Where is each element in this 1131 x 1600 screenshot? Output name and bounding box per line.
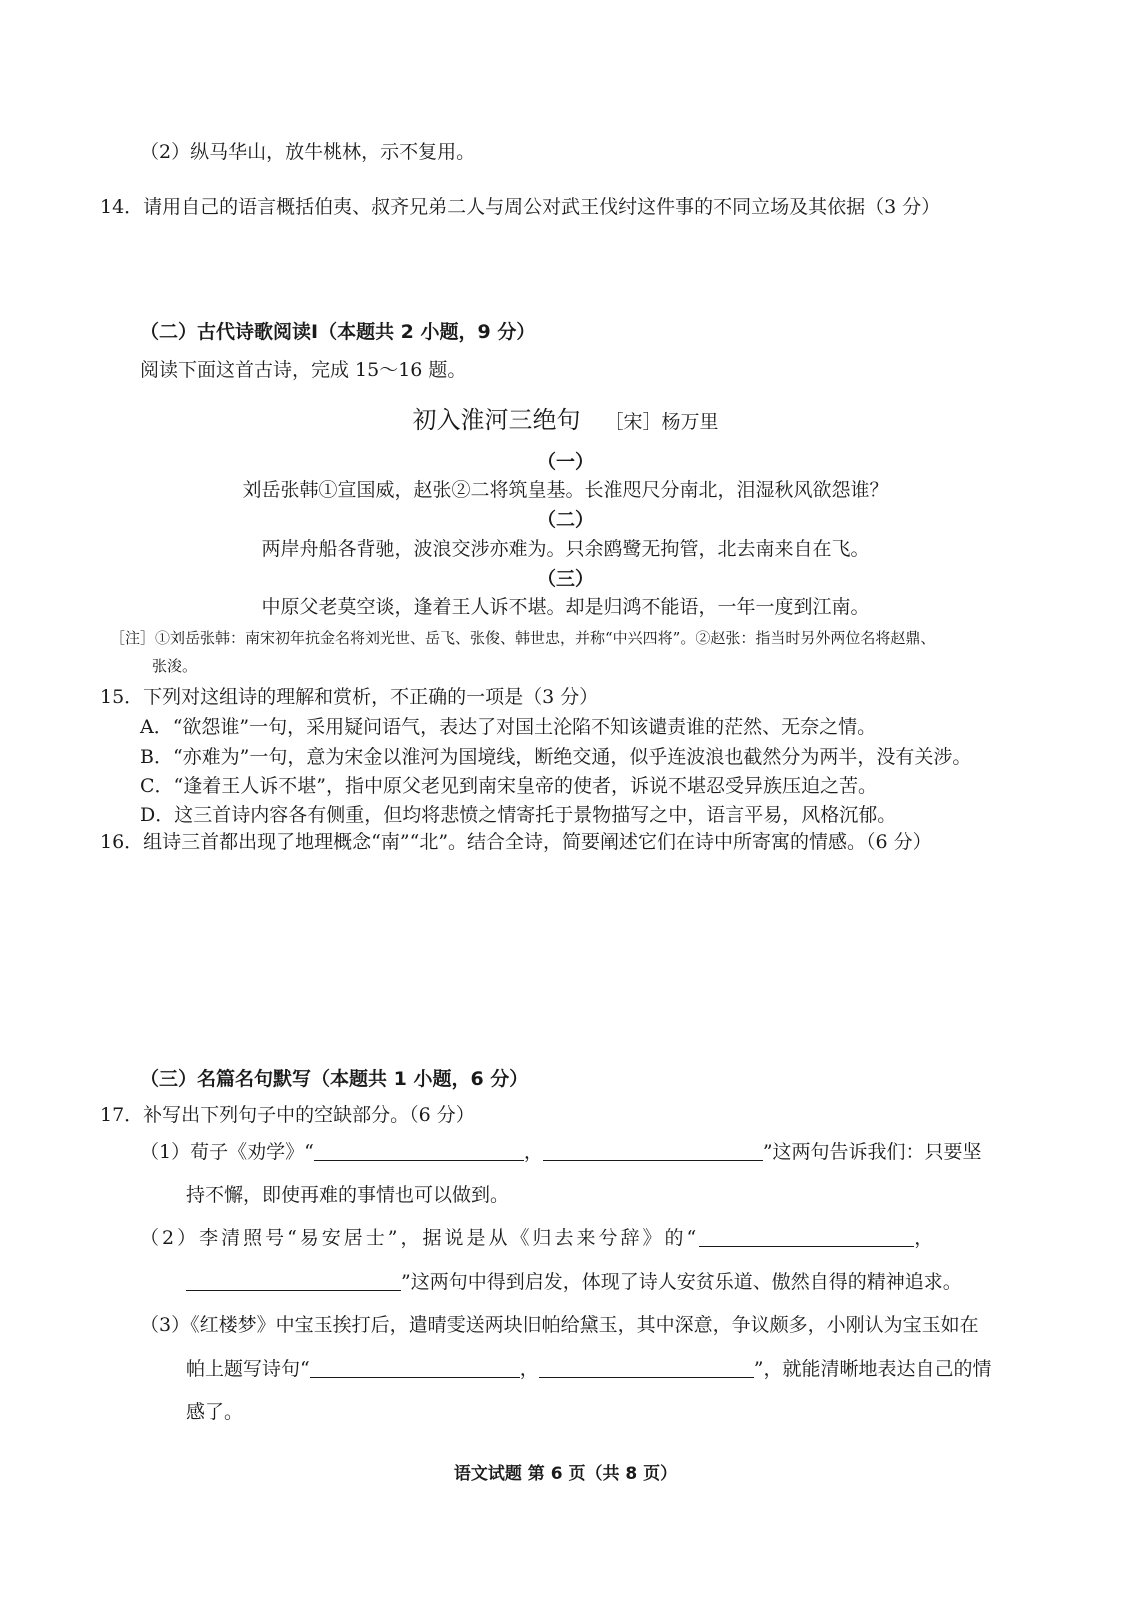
q15-option-d: D．这三首诗内容各有侧重，但均将悲愤之情寄托于景物描写之中，语言平易，风格沉郁。 — [140, 804, 897, 826]
poem-part-2-number: （二） — [536, 509, 594, 531]
poem-part-1-number: （一） — [536, 451, 594, 473]
section2-intro: 阅读下面这首古诗，完成 15～16 题。 — [140, 359, 467, 381]
q17-stem: 17．补写出下列句子中的空缺部分。（6 分） — [100, 1104, 475, 1126]
poem-part-3-text: 中原父老莫空谈，逢着王人诉不堪。却是归鸿不能语，一年一度到江南。 — [261, 596, 870, 618]
q16-stem: 16．组诗三首都出现了地理概念“南”“北”。结合全诗，简要阐述它们在诗中所寄寓的情感。（6 分） — [100, 831, 932, 853]
q17-part-3-cont: 帕上题写诗句“ ， ”，就能清晰地表达自己的情 — [186, 1358, 992, 1380]
poem-note-line-2: 张浚。 — [152, 657, 198, 675]
q17-part-1: （1）荀子《劝学》“ ， ”这两句告诉我们：只要坚 — [140, 1141, 982, 1163]
q17-1-blank-2[interactable] — [543, 1140, 763, 1161]
q15-option-a: A．“欲怨谁”一句，采用疑问语气，表达了对国土沦陷不知该谴责谁的茫然、无奈之情。 — [140, 716, 877, 738]
q17-1-blank-1[interactable] — [314, 1140, 524, 1161]
poem-title-line — [0, 405, 1131, 437]
q15-option-b: B．“亦难为”一句，意为宋金以淮河为国境线，断绝交通，似乎连波浪也截然分为两半，没有关涉。 — [140, 746, 972, 768]
q15-stem: 15．下列对这组诗的理解和赏析，不正确的一项是（3 分） — [100, 686, 599, 708]
q17-part-3: （3）《红楼梦》中宝玉挨打后，遣晴雯送两块旧帕给黛玉，其中深意，争议颇多，小刚认为宝玉如在 — [140, 1314, 979, 1336]
q13-item-2: （2）纵马华山，放牛桃林，示不复用。 — [140, 141, 476, 163]
poem-part-2-text: 两岸舟船各背驰，波浪交涉亦难为。只余鸥鹭无拘管，北去南来自在飞。 — [261, 538, 870, 560]
q17-3-blank-2[interactable] — [539, 1357, 754, 1378]
poem-note-line-1: ［注］①刘岳张韩：南宋初年抗金名将刘光世、岳飞、张俊、韩世忠，并称“中兴四将”。②赵张：指当时另外两位名将赵鼎、 — [110, 629, 936, 647]
q17-2-blank-1[interactable] — [699, 1226, 914, 1247]
q17-part-2: （2）李清照号“易安居士”，据说是从《归去来兮辞》的“ ， — [140, 1227, 937, 1249]
page-footer: 语文试题 第 6 页（共 8 页） — [453, 1464, 678, 1484]
section2-heading: （二）古代诗歌阅读Ⅰ（本题共 2 小题，9 分） — [140, 321, 536, 343]
q17-2-blank-2[interactable] — [186, 1270, 401, 1291]
q17-3-blank-1[interactable] — [310, 1357, 520, 1378]
q14-stem: 14．请用自己的语言概括伯夷、叔齐兄弟二人与周公对武王伐纣这件事的不同立场及其依据（3 分） — [100, 196, 941, 218]
poem-part-3-number: （三） — [536, 568, 594, 590]
poem-title: 初入淮河三绝句 — [412, 406, 581, 434]
q17-part-1-cont: 持不懈，即使再难的事情也可以做到。 — [186, 1184, 510, 1206]
q17-part-2-cont: ”这两句中得到启发，体现了诗人安贫乐道、傲然自得的精神追求。 — [186, 1270, 962, 1294]
q15-option-c: C．“逢着王人诉不堪”，指中原父老见到南宋皇帝的使者，诉说不堪忍受异族压迫之苦。 — [140, 775, 877, 797]
poem-part-1-text: 刘岳张韩①宣国威，赵张②二将筑皇基。长淮咫尺分南北，泪湿秋风欲怨谁？ — [242, 479, 889, 501]
poem-author: ［宋］杨万里 — [604, 411, 719, 433]
section3-heading: （三）名篇名句默写（本题共 1 小题，6 分） — [140, 1068, 529, 1090]
q17-part-3-end: 感了。 — [186, 1401, 244, 1423]
